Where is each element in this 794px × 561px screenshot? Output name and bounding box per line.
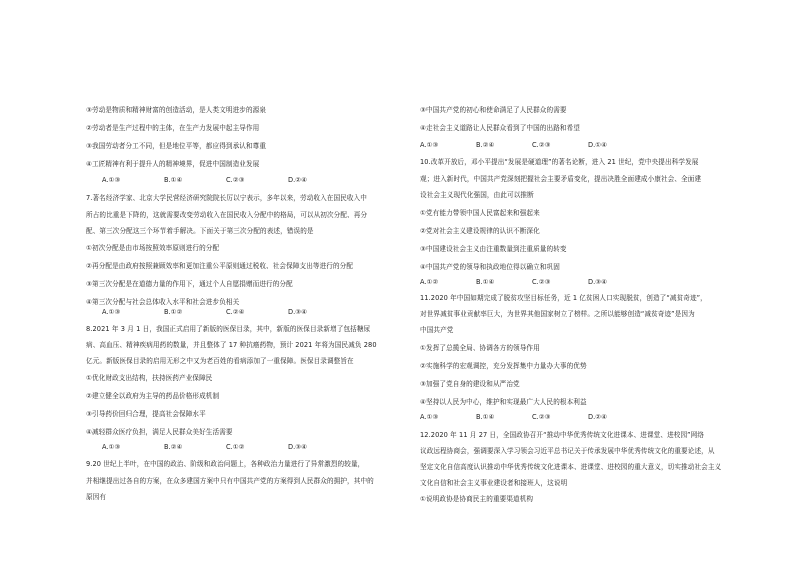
- option-line: ③加强了党自身的建设和从严治党: [420, 380, 520, 388]
- choice-b[interactable]: B.②④: [164, 443, 183, 451]
- choice-b[interactable]: B.①④: [164, 176, 183, 184]
- question-text: 并相继提出过各自的方案，在众多建国方案中只有中国共产党的方案得到人民群众的拥护，其中的: [86, 477, 374, 485]
- choice-a[interactable]: A.①②: [420, 278, 439, 286]
- question-text: 原因有: [86, 493, 107, 501]
- question-text: 中国共产党: [420, 326, 454, 334]
- option-line: ②劳动者是生产过程中的主体，在生产力发展中起主导作用: [86, 124, 260, 132]
- choice-a[interactable]: A.①③: [420, 413, 439, 421]
- choice-c[interactable]: C.②③: [532, 141, 551, 149]
- question-8: 8.2021 年 3 月 1 日，我国正式启用了新版的医保目录，其中，新版的医保目录新增了包括糖尿: [86, 325, 371, 333]
- choice-a[interactable]: A.①③: [420, 141, 439, 149]
- question-text: 病、高血压、精神疾病用药的数量，并且整体了 17 种抗癌药物，预计 2021 年将为国民减负 280: [86, 341, 377, 349]
- option-line: ④坚持以人民为中心，维护和实现最广大人民的根本利益: [420, 398, 587, 406]
- option-line: ②实施科学的宏观调控，充分发挥集中力量办大事的优势: [420, 362, 587, 370]
- option-line: ①说明政协是协商民主的重要渠道机构: [420, 495, 534, 503]
- option-line: ③第三次分配是在道德力量的作用下，通过个人自愿捐赠而进行的分配: [86, 280, 293, 288]
- option-line: ②再分配是由政府按照兼顾效率和更加注重公平原则通过税收、社会保障支出等进行的分配: [86, 262, 354, 270]
- question-text: 文化自信和社会主义事业建设者和接班人，这说明: [420, 479, 568, 487]
- choice-d[interactable]: D.②④: [588, 413, 607, 421]
- question-12: 12.2020 年 11 月 27 日，全国政协召开“推动中华优秀传统文化进课本、进课堂、进校园”网络: [420, 431, 705, 439]
- option-line: ③我国劳动者分工不同，但是地位平等，都应得到承认和尊重: [86, 142, 267, 150]
- option-line: ④减轻群众医疗负担，满足人民群众美好生活需要: [86, 428, 233, 436]
- question-7: 7.著名经济学家、北京大学民营经济研究院院长厉以宁表示，多年以来，劳动收入在国民收入中: [86, 194, 367, 202]
- choice-a[interactable]: A.①③: [102, 176, 121, 184]
- question-10: 10.改革开放后，邓小平提出“发展是硬道理”的著名论断，进入 21 世纪，党中央提出科学发展: [420, 158, 699, 166]
- choice-b[interactable]: B.②④: [476, 141, 495, 149]
- question-text: 配、第三次分配这三个环节着手解决。下面关于第三次分配的表述，错误的是: [86, 227, 314, 235]
- question-11: 11.2020 年中国如期完成了脱贫攻坚目标任务，近 1 亿贫困人口实现脱贫，创造了“减贫奇迹”，: [420, 294, 707, 302]
- option-line: ③中国建设社会主义由注重数量到注重质量的转变: [420, 245, 567, 253]
- choice-c[interactable]: C.②③: [532, 278, 551, 286]
- question-text: 议政远程协商会，强调要深入学习领会习近平总书记关于传承发展中华优秀传统文化的重要论述，从: [420, 447, 715, 455]
- option-line: ①优化财政支出结构，扶持医药产业保障民: [86, 374, 213, 382]
- choice-b[interactable]: B.①④: [476, 413, 495, 421]
- choice-a[interactable]: A.①③: [102, 443, 121, 451]
- option-line: ③中国共产党的初心和使命满足了人民群众的需要: [420, 106, 567, 114]
- option-line: ④中国共产党的领导和执政地位得以确立和巩固: [420, 263, 560, 271]
- choice-b[interactable]: B.①②: [164, 308, 183, 316]
- question-text: 亿元。新版医保目录的启用无形之中又为老百姓的看病添加了一重保障。医保目录调整旨在: [86, 357, 354, 365]
- option-line: ②党对社会主义建设规律的认识不断深化: [420, 227, 540, 235]
- choice-d[interactable]: D.②④: [288, 176, 307, 184]
- option-line: ③劳动是物质和精神财富的创造活动，是人类文明进步的源泉: [86, 106, 267, 114]
- choice-c[interactable]: C.②④: [226, 308, 245, 316]
- option-line: ①初次分配是由市场按照效率原则进行的分配: [86, 244, 220, 252]
- question-text: 观；进入新时代，中国共产党深刻把握社会主要矛盾变化，提出决胜全面建成小康社会、全面建: [420, 175, 702, 183]
- question-text: 对世界减贫事业贡献率巨大，为世界其他国家树立了榜样。之所以能够创造“减贫奇迹”是因为: [420, 310, 695, 318]
- question-text: 所占的比重是下降的，这就需要改变劳动收入在国民收入分配中的格局，可以从初次分配、再分: [86, 211, 368, 219]
- option-line: ①党有能力带领中国人民富起来和强起来: [420, 209, 540, 217]
- choice-c[interactable]: C.②③: [532, 413, 551, 421]
- option-line: ④工匠精神有利于提升人的精神境界，促进中国制造业发展: [86, 160, 260, 168]
- question-text: 坚定文化自信高度认识推动中华优秀传统文化进课本、进课堂、进校园的重大意义，切实推动社会主义: [420, 463, 722, 471]
- choice-d[interactable]: D.③④: [288, 308, 307, 316]
- question-9: 9.20 世纪上半叶，在中国的政治、阶级和政治问题上，各种政治力量进行了异常激烈的较量，: [86, 460, 365, 468]
- option-line: ①发挥了总揽全局、协调各方的领导作用: [420, 344, 540, 352]
- question-text: 设社会主义现代化强国，由此可以推断: [420, 191, 534, 199]
- option-line: ②建立健全以政府为主导的药品价格形成机制: [86, 392, 220, 400]
- option-line: ③引导药价回归合理，提高社会保障水平: [86, 410, 206, 418]
- choice-b[interactable]: B.①④: [476, 278, 495, 286]
- choice-c[interactable]: C.①②: [226, 443, 245, 451]
- choice-d[interactable]: D.①④: [588, 141, 607, 149]
- choice-d[interactable]: D.③④: [288, 443, 307, 451]
- option-line: ④走社会主义道路让人民群众看到了中国的出路和希望: [420, 124, 580, 132]
- choice-c[interactable]: C.②③: [226, 176, 245, 184]
- choice-a[interactable]: A.①③: [102, 308, 121, 316]
- option-line: ④第三次分配与社会总体收入水平和社会进步负相关: [86, 298, 240, 306]
- choice-d[interactable]: D.③④: [588, 278, 607, 286]
